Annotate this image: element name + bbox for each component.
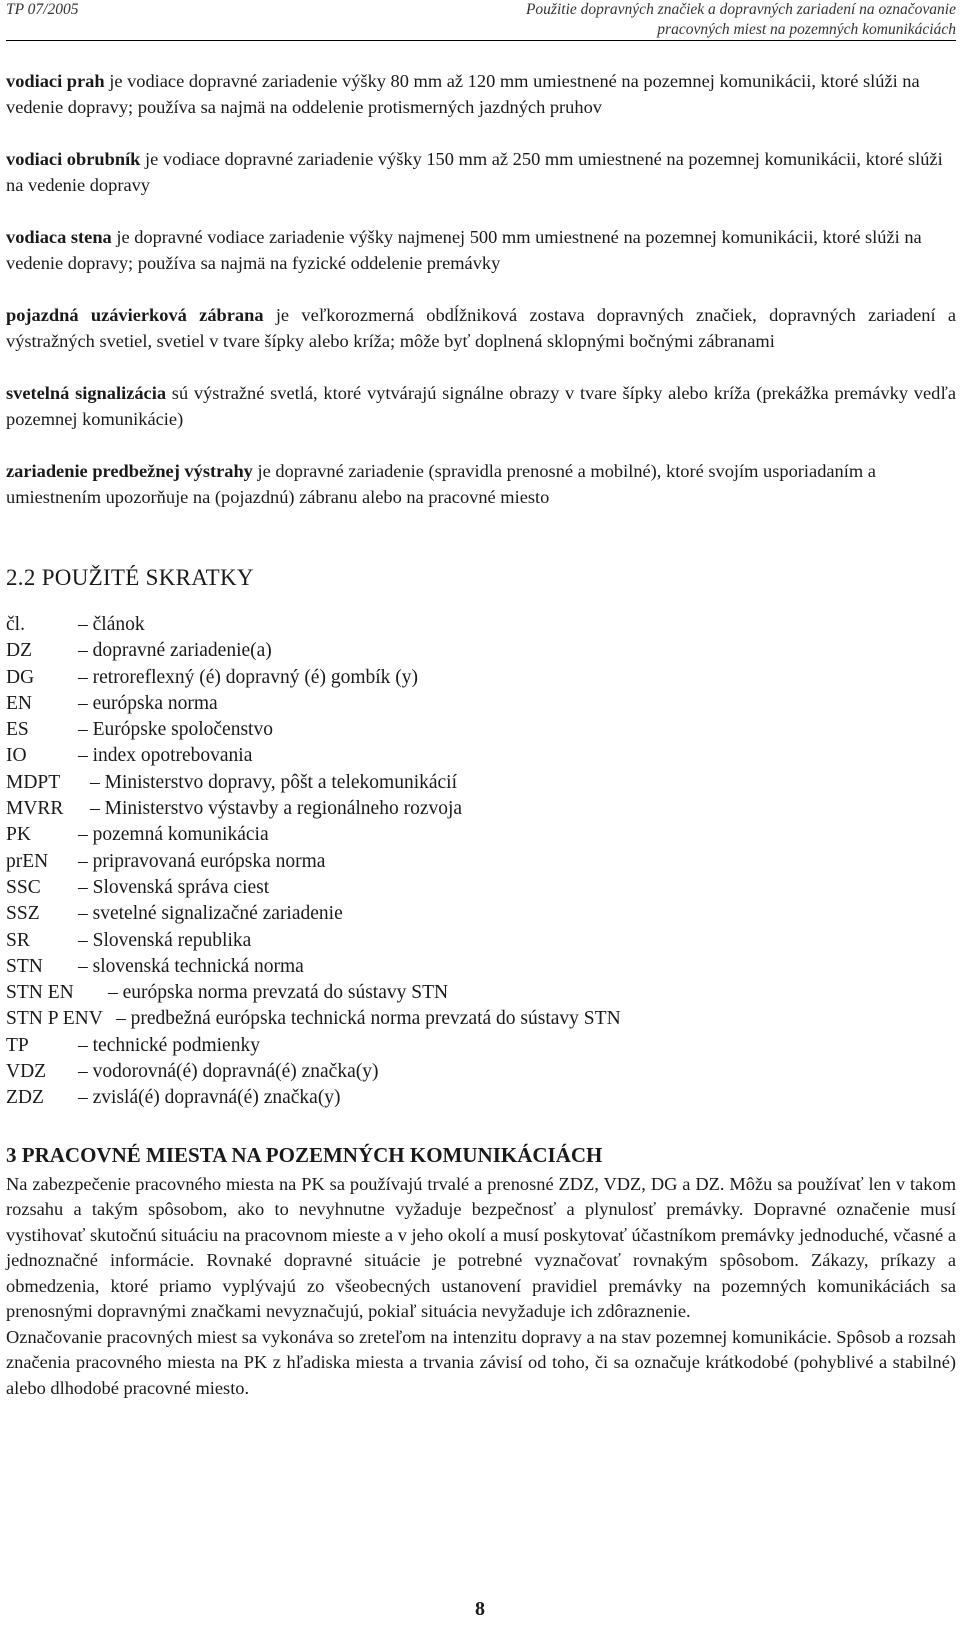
- abbreviation-code: čl.: [6, 614, 25, 635]
- abbreviation-row: [6, 796, 956, 822]
- abbreviation-description: – technické podmienky: [78, 1034, 260, 1056]
- abbreviation-code: prEN: [6, 850, 49, 872]
- definition-text: je vodiace dopravné zariadenie výšky 150 mm až 250 mm umiestnené na pozemnej komunikácii, ktoré slúži na vedenie dopravy: [6, 149, 943, 195]
- definition-zariadenie-predbeznej-vystrahy: [6, 458, 956, 510]
- abbreviation-code: ES: [6, 719, 29, 741]
- section-3-paragraph: Na zabezpečenie pracovného miesta na PK sa používajú trvalé a prenosné ZDZ, VDZ, DG a DZ. Môžu sa používať len v takom rozsahu a takým spôsobom, ako to nevyhnutne vyžaduje bezpečnosť a plynulosť premávky. Dopravné označenie musí vystihovať skutočnú situáciu na pracovnom mieste a v jeho okolí a musí poskytovať účastníkom premávky jednoduché, včasné a jednoznačné informácie. Rovnaké dopravné situácie je potrebné vyznačovať rovnakým spôsobom. Zákazy, príkazy a obmedzenia, ktoré priamo vyplývajú zo všeobecných ustanovení pravidiel premávky na pozemných komunikáciách sa prenosnými dopravnými značkami nevyznačujú, pokiaľ situácia nevyžaduje ich zdôraznenie.: [6, 1173, 956, 1322]
- abbreviation-code: DZ: [6, 640, 32, 662]
- abbreviation-row: [6, 928, 956, 954]
- definition-term: vodiaci prah: [6, 71, 105, 91]
- abbreviation-row: [6, 1085, 956, 1111]
- abbreviation-code: PK: [6, 824, 31, 846]
- abbreviation-code: MVRR: [6, 798, 64, 820]
- abbreviation-code: IO: [6, 745, 27, 767]
- header-doc-code: TP 07/2005: [6, 1, 79, 18]
- abbreviations-heading: 2.2 POUŽITÉ SKRATKY: [6, 565, 254, 590]
- abbreviation-row: [6, 665, 956, 691]
- definition-term: vodiaca stena: [6, 227, 112, 247]
- definition-text: sú výstražné svetlá, ktoré vytvárajú signálne obrazy v tvare šípky alebo kríža (prekážka premávky vedľa pozemnej komunikácie): [6, 383, 956, 429]
- page-content: [6, 68, 956, 1401]
- abbreviation-description: – pozemná komunikácia: [78, 824, 269, 846]
- abbreviations-list: [6, 612, 956, 1112]
- abbreviation-row: [6, 717, 956, 743]
- abbreviation-row: [6, 1006, 956, 1032]
- abbreviation-row: [6, 691, 956, 717]
- abbreviation-description: – dopravné zariadenie(a): [78, 640, 272, 662]
- section-3-body: [6, 1172, 956, 1402]
- header-title-line2: pracovných miest na pozemných komunikáciách: [657, 21, 956, 38]
- abbreviation-code: STN: [6, 955, 43, 977]
- abbreviation-description: – článok: [78, 614, 145, 635]
- definition-vodiaci-obrubnik: [6, 146, 956, 198]
- abbreviation-row: [6, 1033, 956, 1059]
- abbreviation-code: EN: [6, 692, 32, 714]
- definition-term: zariadenie predbežnej výstrahy: [6, 461, 253, 481]
- abbreviation-code: DG: [6, 666, 35, 688]
- abbreviation-description: – Ministerstvo dopravy, pôšt a telekomunikácií: [90, 771, 458, 793]
- abbreviation-description: – vodorovná(é) dopravná(é) značka(y): [78, 1061, 379, 1083]
- definition-text: je veľkorozmerná obdĺžniková zostava dopravných značiek, dopravných zariadení a výstražných svetiel, svetiel v tvare šípky alebo kríža; môže byť doplnená sklopnými bočnými zábranami: [6, 305, 956, 351]
- abbreviation-description: – pripravovaná európska norma: [78, 850, 326, 872]
- definition-text: je vodiace dopravné zariadenie výšky 80 mm až 120 mm umiestnené na pozemnej komunikácii, ktoré slúži na vedenie dopravy; používa sa najmä na oddelenie protismerných jazdných pruhov: [6, 71, 920, 117]
- abbreviation-description: – Ministerstvo výstavby a regionálneho rozvoja: [90, 798, 463, 820]
- section-3-paragraph: Označovanie pracovných miest sa vykonáva so zreteľom na intenzitu dopravy a na stav pozemnej komunikácie. Spôsob a rozsah značenia pracovného miesta na PK z hľadiska miesta a trvania závisí od toho, či sa označuje krátkodobé (pohyblivé a stabilné) alebo dlhodobé pracovné miesto.: [6, 1326, 956, 1398]
- header-doc-title: [526, 0, 956, 40]
- abbreviation-row: [6, 901, 956, 927]
- abbreviation-description: – európska norma: [78, 692, 218, 714]
- header-title-line1: Použitie dopravných značiek a dopravných zariadení na označovanie: [525, 1, 956, 18]
- abbreviation-row: [6, 1059, 956, 1085]
- abbreviation-description: – svetelné signalizačné zariadenie: [78, 903, 343, 925]
- abbreviation-code: ZDZ: [6, 1087, 44, 1109]
- section-3-heading: 3 PRACOVNÉ MIESTA NA POZEMNÝCH KOMUNIKÁCIÁCH: [6, 1142, 603, 1167]
- abbreviation-description: – zvislá(é) dopravná(é) značka(y): [78, 1087, 341, 1109]
- abbreviation-description: – retroreflexný (é) dopravný (é) gombík (y): [78, 666, 419, 688]
- abbreviation-row: [6, 638, 956, 664]
- abbreviation-row: [6, 743, 956, 769]
- abbreviation-code: STN EN: [6, 982, 74, 1004]
- abbreviation-code: SSZ: [6, 903, 40, 925]
- abbreviation-row: [6, 954, 956, 980]
- definition-text: je dopravné vodiace zariadenie výšky najmenej 500 mm umiestnené na pozemnej komunikácii, ktoré slúži na vedenie dopravy; používa sa najmä na fyzické oddelenie premávky: [6, 227, 922, 273]
- abbreviation-description: – index opotrebovania: [78, 745, 253, 767]
- definition-svetelna-signalizacia: [6, 380, 956, 432]
- abbreviation-row: [6, 849, 956, 875]
- abbreviation-row: [6, 875, 956, 901]
- definition-text: je dopravné zariadenie (spravidla prenosné a mobilné), ktoré svojím usporiadaním a umiestnením upozorňuje na (pojazdnú) zábranu alebo na pracovné miesto: [6, 461, 876, 507]
- abbreviation-row: [6, 770, 956, 796]
- definition-vodiaca-stena: [6, 224, 956, 276]
- abbreviation-row: [6, 612, 956, 638]
- page-number: 8: [475, 1598, 485, 1620]
- abbreviation-code: MDPT: [6, 771, 61, 793]
- abbreviation-description: – Európske spoločenstvo: [78, 719, 273, 741]
- abbreviation-code: SR: [6, 929, 30, 951]
- abbreviation-description: – európska norma prevzatá do sústavy STN: [108, 982, 449, 1004]
- abbreviation-code: VDZ: [6, 1061, 47, 1083]
- abbreviation-code: STN P ENV: [6, 1008, 103, 1030]
- definition-vodiaci-prah: [6, 68, 956, 120]
- abbreviation-description: – predbežná európska technická norma prevzatá do sústavy STN: [116, 1008, 621, 1030]
- page-header: [6, 0, 956, 41]
- abbreviation-description: – slovenská technická norma: [78, 955, 304, 977]
- abbreviation-row: [6, 822, 956, 848]
- definition-term: vodiaci obrubník: [6, 149, 141, 169]
- definition-pojazdna-zabrana: [6, 302, 956, 354]
- abbreviation-description: – Slovenská republika: [78, 929, 252, 951]
- definition-term: svetelná signalizácia: [6, 383, 167, 403]
- abbreviation-description: – Slovenská správa ciest: [78, 876, 270, 898]
- abbreviation-row: [6, 980, 956, 1006]
- abbreviation-code: TP: [6, 1034, 29, 1056]
- abbreviation-code: SSC: [6, 876, 41, 898]
- definition-term: pojazdná uzávierková zábrana: [6, 305, 264, 325]
